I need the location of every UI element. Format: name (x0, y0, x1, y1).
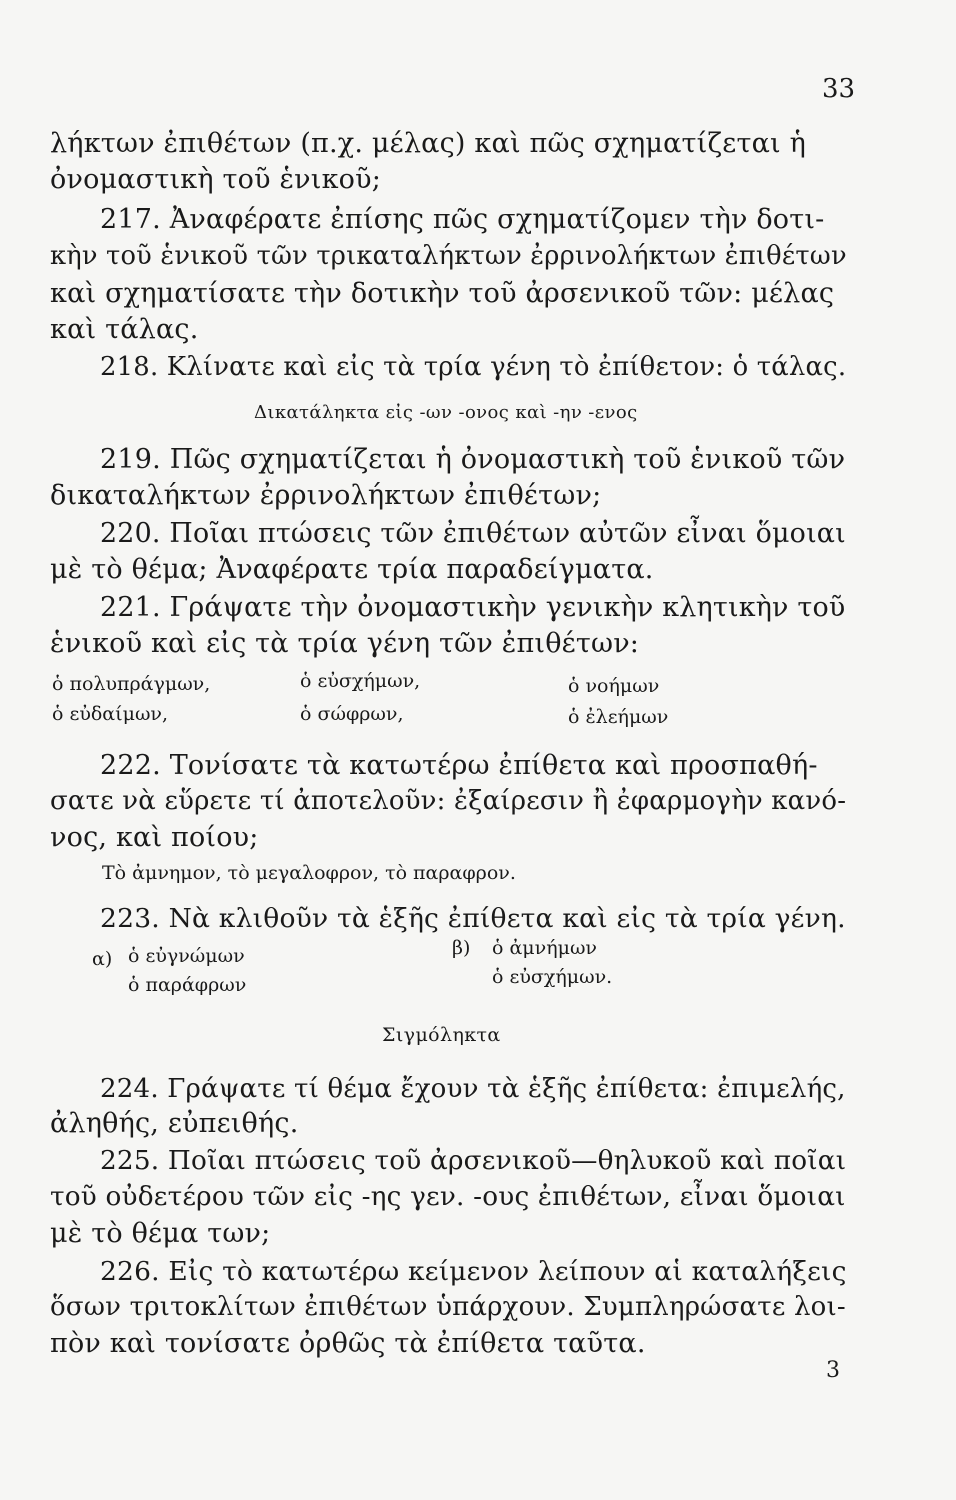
text-line: καὶ σχηματίσατε τὴν δοτικὴν τοῦ ἀρσενικοῦ τῶν: μέλας (50, 278, 835, 309)
section-heading: Δικατάληκτα εἰς -ων -ονος καὶ -ην -ενος (254, 402, 638, 423)
example-word: ὁ εὐγνώμων (128, 945, 245, 967)
section-heading: Σιγμόληκτα (382, 1024, 501, 1046)
text-line: 217. Ἀναφέρατε ἐπίσης πῶς σχηματίζομεν τὴν δοτι- (100, 204, 825, 235)
text-line: 225. Ποῖαι πτώσεις τοῦ ἀρσενικοῦ—θηλυκοῦ καὶ ποῖαι (100, 1146, 847, 1176)
example-label: β) (452, 937, 471, 959)
example-word: ὁ σώφρων, (300, 703, 404, 725)
text-line: 224. Γράψατε τί θέμα ἔχουν τὰ ἑξῆς ἐπίθετα: ἐπιμελής, (100, 1074, 846, 1104)
example-word: ὁ ἐλεήμων (568, 706, 669, 728)
text-line: λήκτων ἐπιθέτων (π.χ. μέλας) καὶ πῶς σχηματίζεται ἡ (50, 128, 806, 159)
example-word: ὁ εὐδαίμων, (52, 703, 169, 725)
example-word: ὁ πολυπράγμων, (52, 673, 211, 695)
text-line: ὅσων τριτοκλίτων ἐπιθέτων ὑπάρχουν. Συμπληρώσατε λοι- (50, 1292, 846, 1322)
text-line: 226. Εἰς τὸ κατωτέρω κείμενον λείπουν αἱ καταλήξεις (100, 1256, 847, 1287)
text-line: 220. Ποῖαι πτώσεις τῶν ἐπιθέτων αὐτῶν εἶναι ὅμοιαι (100, 518, 846, 549)
text-line: νος, καὶ ποίου; (50, 822, 259, 853)
text-line: δικαταλήκτων ἐρρινολήκτων ἐπιθέτων; (50, 480, 602, 511)
text-line: κὴν τοῦ ἑνικοῦ τῶν τρικαταλήκτων ἐρρινολήκτων ἐπιθέτων (50, 241, 847, 271)
text-line: ὀνομαστικὴ τοῦ ἑνικοῦ; (50, 164, 382, 195)
example-word: ὁ παράφρων (128, 974, 247, 996)
text-line: πὸν καὶ τονίσατε ὀρθῶς τὰ ἐπίθετα ταῦτα. (50, 1328, 646, 1359)
text-line: 218. Κλίνατε καὶ εἰς τὰ τρία γένη τὸ ἐπίθετον: ὁ τάλας. (100, 352, 847, 382)
text-line: τοῦ οὐδετέρου τῶν εἰς -ης γεν. -ους ἐπιθέτων, εἶναι ὅμοιαι (50, 1182, 846, 1212)
page-number-top: 33 (822, 74, 856, 104)
text-line: μὲ τὸ θέμα των; (50, 1218, 271, 1249)
text-line: καὶ τάλας. (50, 314, 199, 345)
text-line: 221. Γράψατε τὴν ὀνομαστικὴν γενικὴν κλητικὴν τοῦ (100, 592, 846, 623)
example-word: ὁ ἀμνήμων (492, 937, 597, 959)
text-line: 222. Τονίσατε τὰ κατωτέρω ἐπίθετα καὶ προσπαθή- (100, 750, 818, 781)
example-label: α) (92, 948, 113, 970)
text-line: 219. Πῶς σχηματίζεται ἡ ὀνομαστικὴ τοῦ ἑνικοῦ τῶν (100, 444, 846, 475)
example-word: ὁ εὐσχήμων, (300, 670, 421, 692)
text-line: μὲ τὸ θέμα; Ἀναφέρατε τρία παραδείγματα. (50, 554, 654, 585)
text-line: 223. Νὰ κλιθοῦν τὰ ἑξῆς ἐπίθετα καὶ εἰς τὰ τρία γένη. (100, 903, 846, 934)
text-line: ἀληθής, εὐπειθής. (50, 1108, 299, 1139)
page-number-bottom: 3 (826, 1358, 840, 1383)
text-line: σατε νὰ εὕρετε τί ἀποτελοῦν: ἐξαίρεσιν ἢ ἐφαρμογὴν κανό- (50, 786, 847, 816)
text-line: ἑνικοῦ καὶ εἰς τὰ τρία γένη τῶν ἐπιθέτων: (50, 628, 640, 659)
example-word: ὁ εὐσχήμων. (492, 966, 613, 988)
example-word: ὁ νοήμων (568, 675, 660, 697)
example-line: Τὸ ἀμνημον, τὸ μεγαλοφρον, τὸ παραφρον. (102, 862, 516, 884)
